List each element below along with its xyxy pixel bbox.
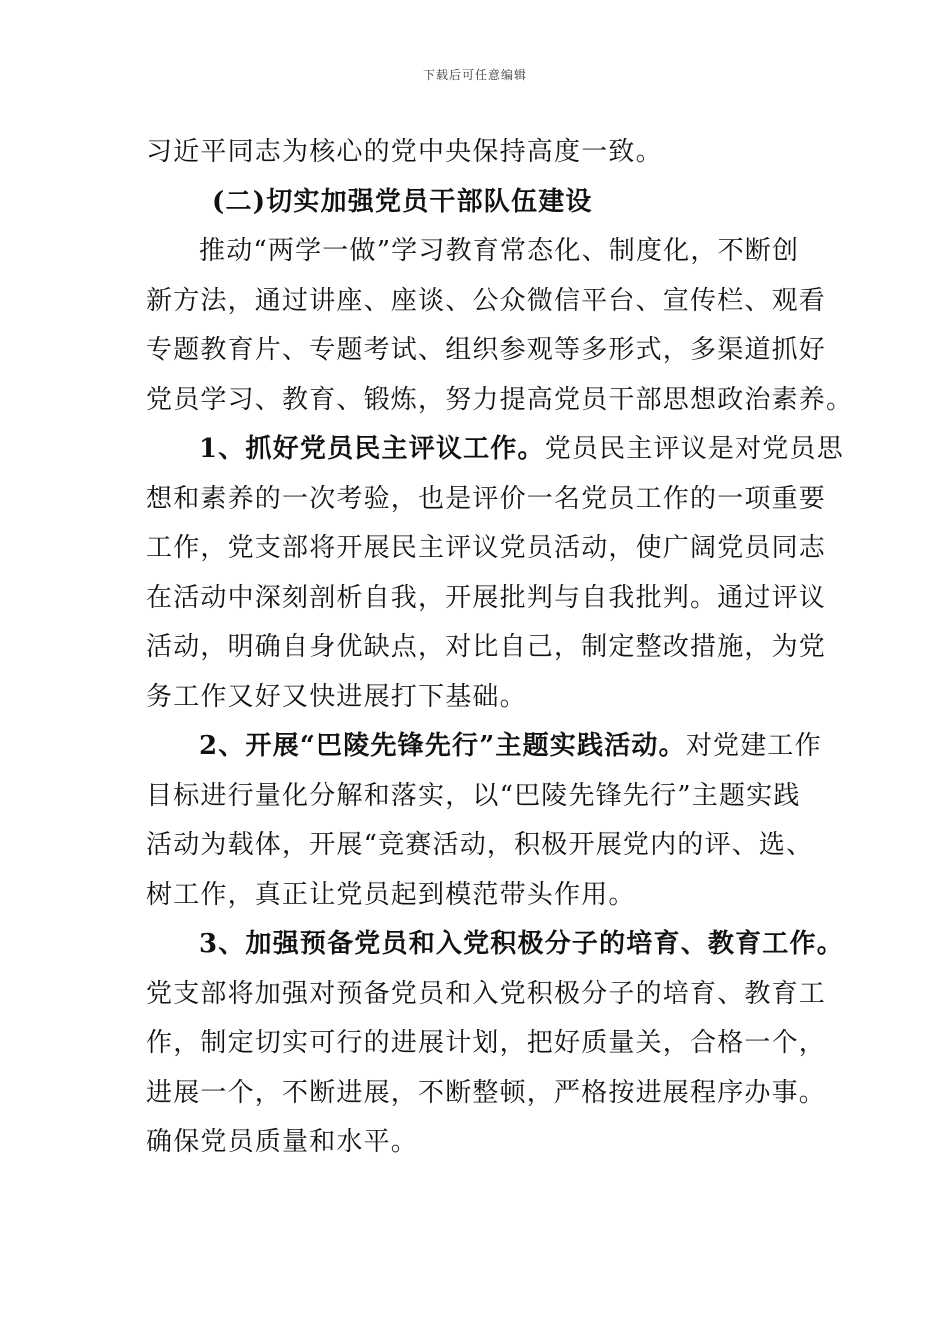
paragraph-line: 作，制定切实可行的进展计划，把好质量关，合格一个， [146,1028,827,1058]
paragraph-line: 专题教育片、专题考试、组织参观等多形式，多渠道抓好 [146,335,827,365]
paragraph-line: 树工作，真正让党员起到模范带头作用。 [146,879,636,910]
paragraph-line: 推动“两学一做”学习教育常态化、制度化，不断创 [199,236,800,266]
paragraph-line: 想和素养的一次考验，也是评价一名党员工作的一项重要 [146,483,827,514]
page-header-note: 下载后可任意编辑 [422,68,527,82]
paragraph-line: 活动，明确自身优缺点，对比自己，制定整改措施，为党 [146,632,827,662]
paragraph-line: 进展一个，不断进展，不断整顿，严格按进展程序办事。 [146,1077,827,1108]
paragraph-line: 活动为载体，开展“竞赛活动，积极开展党内的评、选、 [146,830,814,860]
item-heading-2: 2、开展“巴陵先锋先行”主题实践活动。 [199,731,686,761]
paragraph-line: 确保党员质量和水平。 [146,1127,419,1157]
section-heading: (二)切实加强党员干部队伍建设 [212,186,593,217]
paragraph-line [146,722,822,772]
item-text: 对党建工作 [685,731,822,761]
paragraph-line: 新方法，通过讲座、座谈、公众微信平台、宣传栏、观看 [146,285,827,316]
paragraph-line: 党员学习、教育、锻炼，努力提高党员干部思想政治素养。 [146,384,854,415]
paragraph-line: 党支部将加强对预备党员和入党积极分子的培育、教育工 [146,978,827,1009]
item-heading-3: 3、加强预备党员和入党积极分子的培育、教育工作。 [199,929,844,959]
paragraph-line: 在活动中深刻剖析自我，开展批判与自我批判。通过评议 [146,582,827,613]
paragraph-line: 务工作又好又快进展打下基础。 [146,681,527,712]
paragraph-line: 工作，党支部将开展民主评议党员活动，使广阔党员同志 [146,533,827,563]
paragraph-line [146,425,844,475]
item-heading-1: 1、抓好党员民主评议工作。 [199,434,545,464]
paragraph-line: 习近平同志为核心的党中央保持高度一致。 [146,137,663,167]
paragraph-line: 目标进行量化分解和落实，以“巴陵先锋先行”主题实践 [146,780,801,811]
document-body [146,128,854,1168]
item-text: 党员民主评议是对党员思 [544,434,844,464]
